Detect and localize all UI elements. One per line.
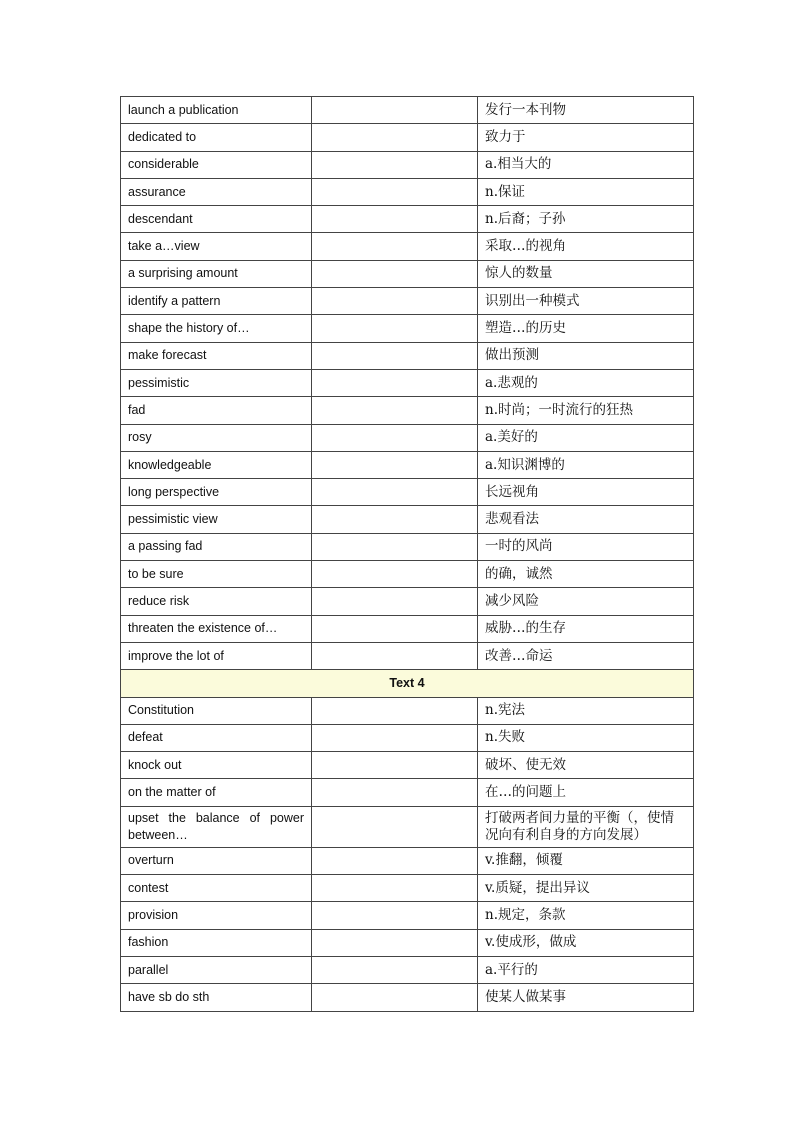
table-row [121, 369, 694, 396]
english-term: upset the balance of power between… [121, 806, 312, 847]
chinese-meaning: 在…的问题上 [478, 779, 694, 806]
table-row [121, 724, 694, 751]
chinese-meaning: n.后裔；子孙 [478, 206, 694, 233]
english-term: considerable [121, 151, 312, 178]
chinese-meaning: n.失败 [478, 724, 694, 751]
chinese-meaning: n.保证 [478, 178, 694, 205]
english-term: improve the lot of [121, 642, 312, 669]
table-row [121, 929, 694, 956]
blank-cell [312, 929, 478, 956]
table-row [121, 984, 694, 1011]
table-row [121, 642, 694, 669]
table-row [121, 847, 694, 874]
english-term: on the matter of [121, 779, 312, 806]
table-row [121, 533, 694, 560]
blank-cell [312, 847, 478, 874]
vocabulary-table-section-b [121, 697, 694, 1011]
blank-cell [312, 288, 478, 315]
table-row [121, 124, 694, 151]
blank-cell [312, 875, 478, 902]
blank-cell [312, 151, 478, 178]
blank-cell [312, 124, 478, 151]
blank-cell [312, 724, 478, 751]
blank-cell [312, 369, 478, 396]
table-row [121, 288, 694, 315]
table-row [121, 342, 694, 369]
chinese-meaning: 致力于 [478, 124, 694, 151]
table-row [121, 451, 694, 478]
table-row [121, 479, 694, 506]
chinese-meaning: 减少风险 [478, 588, 694, 615]
vocabulary-table [120, 96, 694, 1012]
english-term: dedicated to [121, 124, 312, 151]
chinese-meaning: 改善…命运 [478, 642, 694, 669]
english-term: overturn [121, 847, 312, 874]
table-row [121, 506, 694, 533]
english-term: long perspective [121, 479, 312, 506]
chinese-meaning: 采取…的视角 [478, 233, 694, 260]
section-heading-row [121, 670, 694, 697]
table-row [121, 697, 694, 724]
english-term: defeat [121, 724, 312, 751]
table-row [121, 806, 694, 847]
chinese-meaning: 破坏、使无效 [478, 752, 694, 779]
table-row [121, 424, 694, 451]
table-row [121, 233, 694, 260]
english-term: to be sure [121, 561, 312, 588]
blank-cell [312, 315, 478, 342]
chinese-meaning: v.质疑，提出异议 [478, 875, 694, 902]
chinese-meaning: a.相当大的 [478, 151, 694, 178]
vocabulary-table-section-heading [121, 670, 694, 697]
section-heading: Text 4 [121, 670, 694, 697]
table-row [121, 779, 694, 806]
english-term: rosy [121, 424, 312, 451]
blank-cell [312, 424, 478, 451]
chinese-meaning: 威胁…的生存 [478, 615, 694, 642]
english-term: a surprising amount [121, 260, 312, 287]
english-term: descendant [121, 206, 312, 233]
english-term: knowledgeable [121, 451, 312, 478]
english-term: reduce risk [121, 588, 312, 615]
chinese-meaning: n.时尚；一时流行的狂热 [478, 397, 694, 424]
chinese-meaning: 做出预测 [478, 342, 694, 369]
chinese-meaning: 打破两者间力量的平衡（，使情况向有利自身的方向发展） [478, 806, 694, 847]
chinese-meaning: a.悲观的 [478, 369, 694, 396]
blank-cell [312, 533, 478, 560]
chinese-meaning: a.知识渊博的 [478, 451, 694, 478]
english-term: take a…view [121, 233, 312, 260]
blank-cell [312, 397, 478, 424]
english-term: knock out [121, 752, 312, 779]
chinese-meaning: 发行一本刊物 [478, 97, 694, 124]
blank-cell [312, 956, 478, 983]
english-term: identify a pattern [121, 288, 312, 315]
table-row [121, 875, 694, 902]
chinese-meaning: 的确，诚然 [478, 561, 694, 588]
vocabulary-table-section-a [121, 97, 694, 670]
blank-cell [312, 260, 478, 287]
english-term: fashion [121, 929, 312, 956]
blank-cell [312, 342, 478, 369]
chinese-meaning: a.平行的 [478, 956, 694, 983]
chinese-meaning: 塑造…的历史 [478, 315, 694, 342]
table-row [121, 206, 694, 233]
english-term: provision [121, 902, 312, 929]
english-term: threaten the existence of… [121, 615, 312, 642]
blank-cell [312, 697, 478, 724]
table-row [121, 315, 694, 342]
table-row [121, 588, 694, 615]
table-row [121, 956, 694, 983]
blank-cell [312, 752, 478, 779]
table-row [121, 561, 694, 588]
blank-cell [312, 206, 478, 233]
english-term: fad [121, 397, 312, 424]
chinese-meaning: n.宪法 [478, 697, 694, 724]
english-term: pessimistic [121, 369, 312, 396]
blank-cell [312, 642, 478, 669]
table-row [121, 178, 694, 205]
english-term: Constitution [121, 697, 312, 724]
blank-cell [312, 233, 478, 260]
english-term: parallel [121, 956, 312, 983]
english-term: contest [121, 875, 312, 902]
blank-cell [312, 97, 478, 124]
table-row [121, 902, 694, 929]
english-term: assurance [121, 178, 312, 205]
blank-cell [312, 615, 478, 642]
table-row [121, 397, 694, 424]
english-term: shape the history of… [121, 315, 312, 342]
table-row [121, 615, 694, 642]
english-term: pessimistic view [121, 506, 312, 533]
blank-cell [312, 588, 478, 615]
chinese-meaning: 惊人的数量 [478, 260, 694, 287]
table-row [121, 151, 694, 178]
blank-cell [312, 984, 478, 1011]
blank-cell [312, 806, 478, 847]
table-row [121, 260, 694, 287]
chinese-meaning: v.使成形，做成 [478, 929, 694, 956]
blank-cell [312, 779, 478, 806]
english-term: make forecast [121, 342, 312, 369]
english-term: launch a publication [121, 97, 312, 124]
chinese-meaning: a.美好的 [478, 424, 694, 451]
chinese-meaning: 悲观看法 [478, 506, 694, 533]
chinese-meaning: 一时的风尚 [478, 533, 694, 560]
table-row [121, 752, 694, 779]
blank-cell [312, 506, 478, 533]
english-term: a passing fad [121, 533, 312, 560]
chinese-meaning: v.推翻，倾覆 [478, 847, 694, 874]
blank-cell [312, 178, 478, 205]
chinese-meaning: 识别出一种模式 [478, 288, 694, 315]
chinese-meaning: 长远视角 [478, 479, 694, 506]
chinese-meaning: n.规定，条款 [478, 902, 694, 929]
blank-cell [312, 451, 478, 478]
blank-cell [312, 479, 478, 506]
table-row [121, 97, 694, 124]
blank-cell [312, 902, 478, 929]
english-term: have sb do sth [121, 984, 312, 1011]
chinese-meaning: 使某人做某事 [478, 984, 694, 1011]
blank-cell [312, 561, 478, 588]
